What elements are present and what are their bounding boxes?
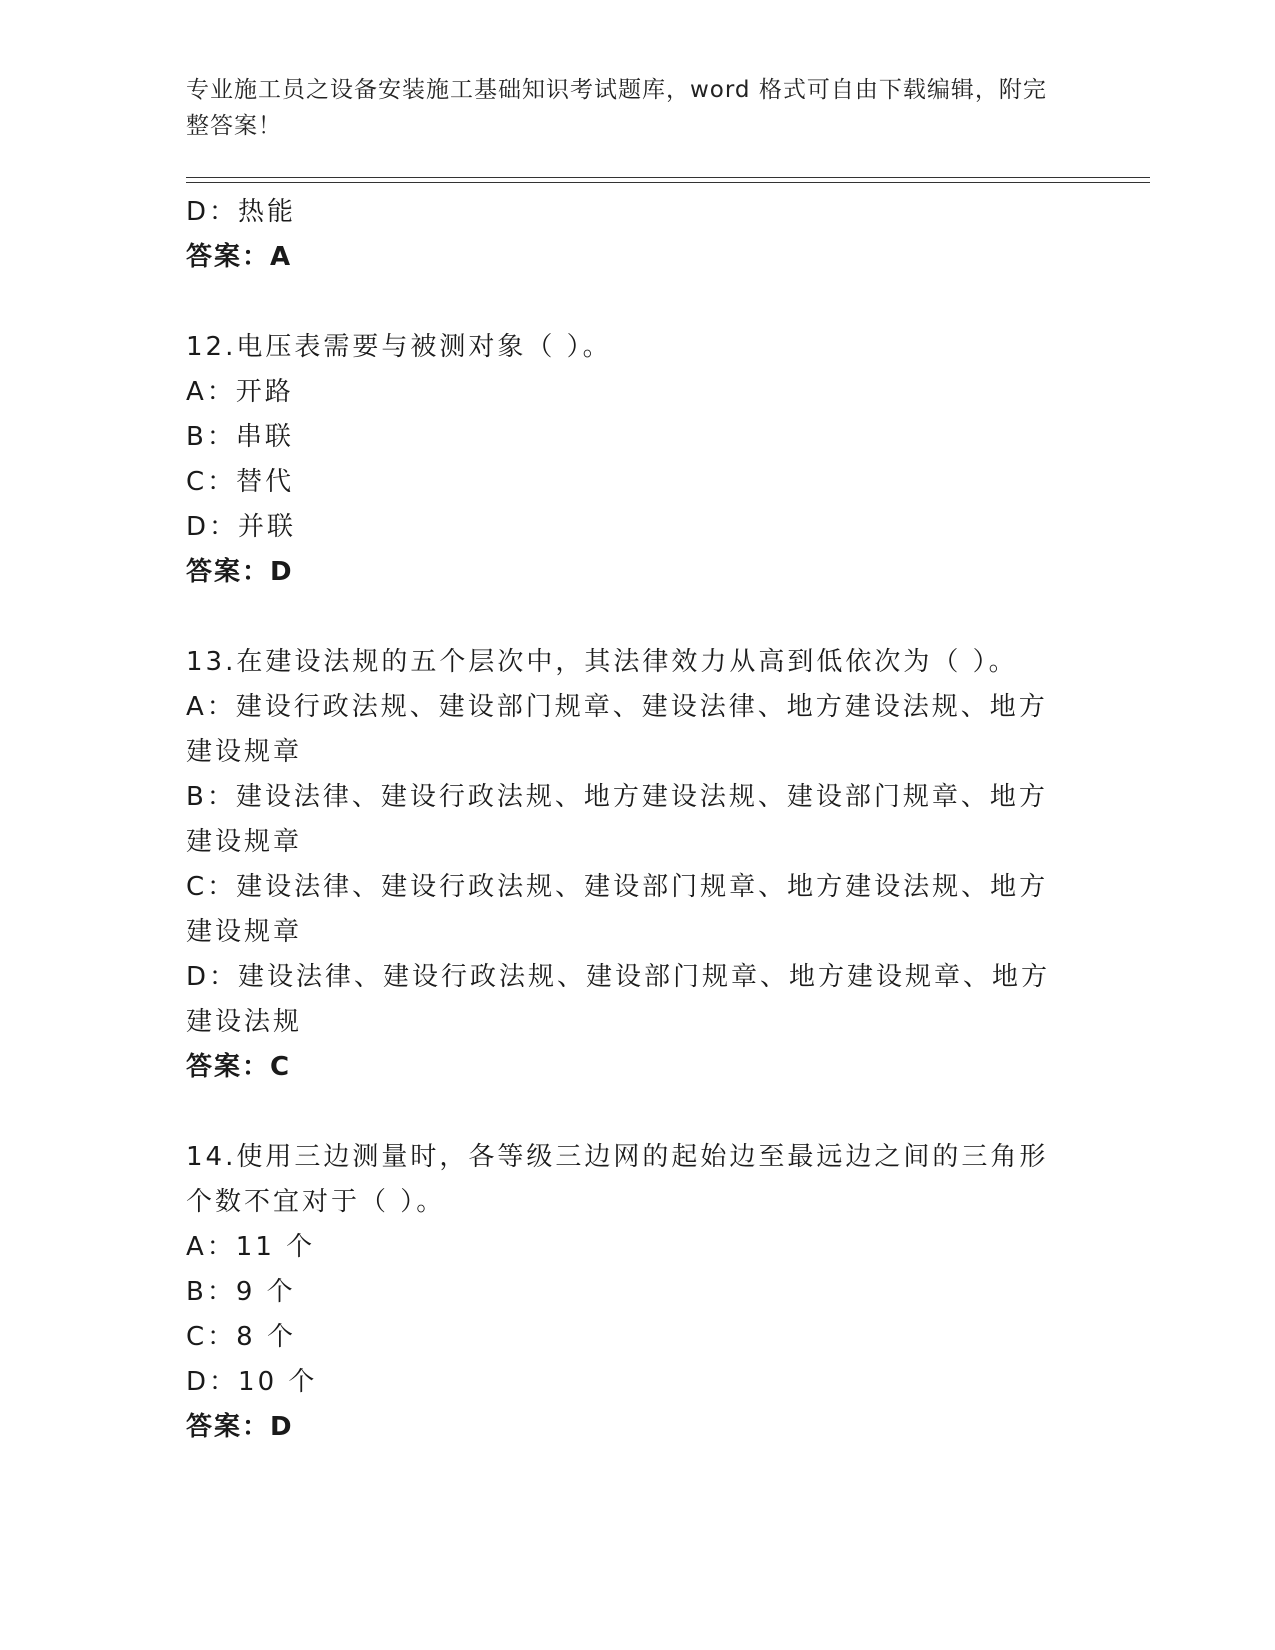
question-13-option-b: B：建设法律、建设行政法规、地方建设法规、建设部门规章、地方建设规章 (186, 782, 1048, 857)
spacer (186, 595, 1076, 640)
question-12-stem: 12.电压表需要与被测对象（ ）。 (186, 332, 612, 362)
page-header: 专业施工员之设备安装施工基础知识考试题库，word 格式可自由下载编辑，附完整答案！ (186, 77, 1047, 139)
question-12-option-d: D：并联 (186, 512, 297, 542)
question-13-option-d: D：建设法律、建设行政法规、建设部门规章、地方建设规章、地方建设法规 (186, 962, 1051, 1037)
question-13-answer: 答案：C (186, 1052, 292, 1082)
question-14-option-c: C：8 个 (186, 1322, 296, 1352)
header-divider-top (186, 177, 1150, 178)
question-13-option-c: C：建设法律、建设行政法规、建设部门规章、地方建设法规、地方建设规章 (186, 872, 1049, 947)
header-divider-bottom (186, 182, 1150, 183)
question-13-stem: 13.在建设法规的五个层次中，其法律效力从高到低依次为（ ）。 (186, 647, 1018, 677)
question-14-stem: 14.使用三边测量时，各等级三边网的起始边至最远边之间的三角形个数不宜对于（ ）。 (186, 1142, 1049, 1217)
prev-answer: 答案：A (186, 242, 293, 272)
question-14-answer: 答案：D (186, 1412, 294, 1442)
question-14-option-a: A：11 个 (186, 1232, 316, 1262)
spacer (186, 1090, 1076, 1135)
question-12-answer: 答案：D (186, 557, 294, 587)
question-12-option-a: A：开路 (186, 377, 294, 407)
question-12-option-b: B：串联 (186, 422, 294, 452)
question-14-option-d: D：10 个 (186, 1367, 318, 1397)
question-14-option-b: B：9 个 (186, 1277, 296, 1307)
prev-option-d: D：热能 (186, 197, 297, 227)
question-13-option-a: A：建设行政法规、建设部门规章、建设法律、地方建设法规、地方建设规章 (186, 692, 1048, 767)
spacer (186, 280, 1076, 325)
question-12-option-c: C：替代 (186, 467, 295, 497)
question-content (186, 190, 1076, 1450)
